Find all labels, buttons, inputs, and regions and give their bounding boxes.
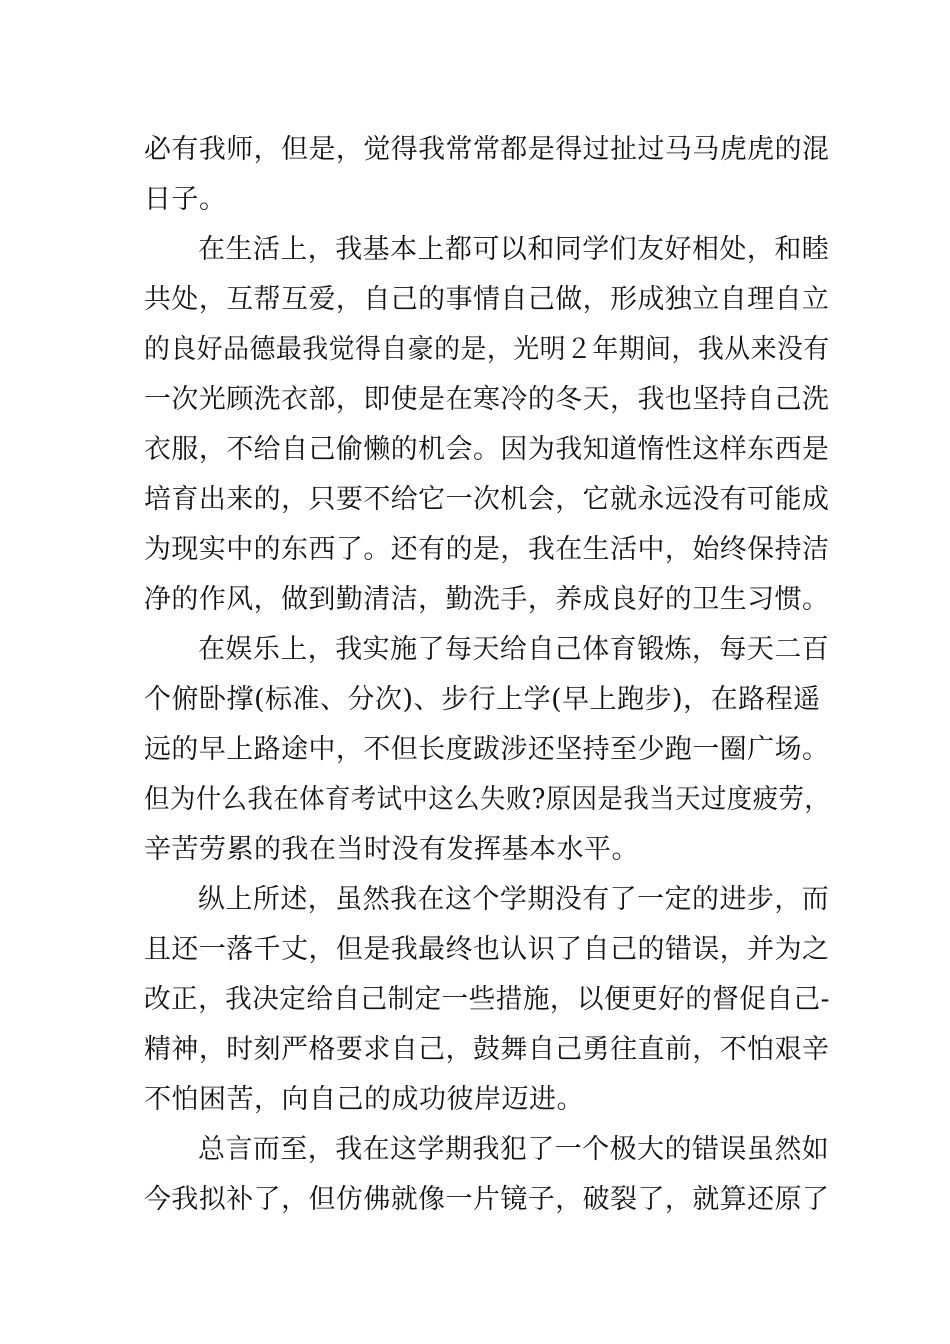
- text-line: 且还一落千丈，但是我最终也认识了自己的错误，并为之: [144, 934, 830, 965]
- paragraph-start-line: 在娱乐上，我实施了每天给自己体育锻炼，每天二百: [198, 634, 830, 665]
- text-line: 共处，互帮互爱，自己的事情自己做，形成独立自理自立: [144, 284, 830, 315]
- text-line: 改正，我决定给自己制定一些措施，以便更好的督促自己-: [144, 984, 830, 1015]
- text-line: 远的早上路途中，不但长度跋涉还坚持至少跑一圈广场。: [144, 734, 830, 765]
- text-line: 净的作风，做到勤清洁，勤洗手，养成良好的卫生习惯。: [144, 584, 830, 615]
- text-line: 为现实中的东西了。还有的是，我在生活中，始终保持洁: [144, 534, 830, 565]
- text-line: 但为什么我在体育考试中这么失败?原因是我当天过度疲劳，: [144, 784, 831, 815]
- paragraph-start-line: 总言而至，我在这学期我犯了一个极大的错误虽然如: [198, 1134, 830, 1165]
- text-line: 不怕困苦，向自己的成功彼岸迈进。: [144, 1084, 584, 1115]
- paragraph-start-line: 纵上所述，虽然我在这个学期没有了一定的进步，而: [198, 884, 830, 915]
- text-line: 必有我师，但是，觉得我常常都是得过扯过马马虎虎的混: [144, 134, 830, 165]
- text-line: 日子。: [144, 184, 227, 215]
- text-line: 一次光顾洗衣部，即使是在寒冷的冬天，我也坚持自己洗: [144, 384, 830, 415]
- text-line: 衣服，不给自己偷懒的机会。因为我知道惰性这样东西是: [144, 434, 830, 465]
- paragraph-start-line: 在生活上，我基本上都可以和同学们友好相处，和睦: [198, 234, 830, 265]
- text-line: 辛苦劳累的我在当时没有发挥基本水平。: [144, 834, 639, 865]
- text-line: 精神，时刻严格要求自己，鼓舞自己勇往直前，不怕艰辛: [144, 1034, 830, 1065]
- text-line: 个俯卧撑(标准、分次)、步行上学(早上跑步)，在路程遥: [144, 684, 821, 715]
- text-line: 培育出来的，只要不给它一次机会，它就永远没有可能成: [144, 484, 830, 515]
- text-line: 今我拟补了，但仿佛就像一片镜子，破裂了，就算还原了: [144, 1184, 830, 1215]
- text-line: 的良好品德最我觉得自豪的是，光明２年期间，我从来没有: [144, 334, 830, 365]
